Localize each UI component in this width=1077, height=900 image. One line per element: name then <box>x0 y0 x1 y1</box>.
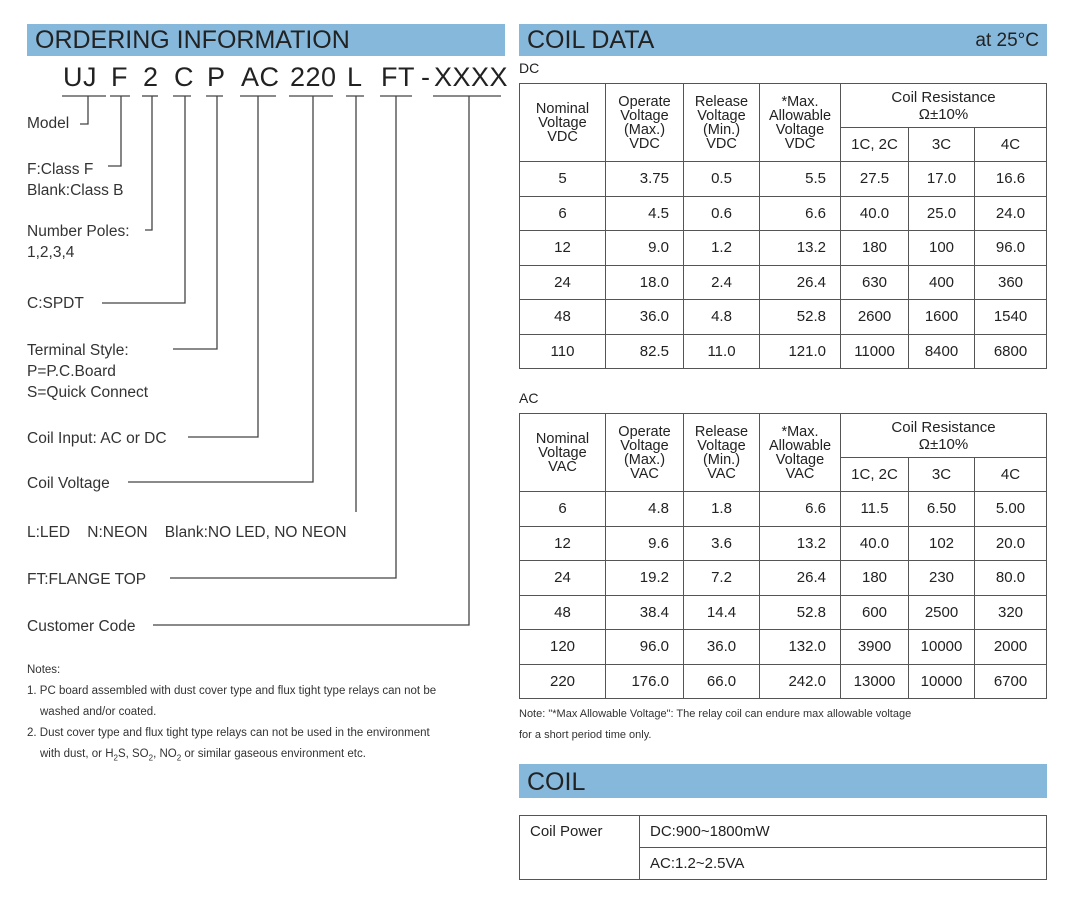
ordering-title: ORDERING INFORMATION <box>35 26 350 54</box>
code-poles: 2 <box>143 62 159 92</box>
dc-table <box>519 83 1047 369</box>
dc-header-release: Release Voltage (Min.) VDC <box>684 84 760 162</box>
ac-cell: 2500 <box>909 595 975 630</box>
dc-cell: 48 <box>520 300 606 335</box>
label-class-f: F:Class F <box>27 161 94 178</box>
ac-row <box>520 595 1047 630</box>
dc-cell: 400 <box>909 265 975 300</box>
dc-cell: 8400 <box>909 334 975 369</box>
ac-cell: 24 <box>520 561 606 596</box>
dc-cell: 630 <box>841 265 909 300</box>
dc-cell: 1.2 <box>684 231 760 266</box>
ac-label: AC <box>519 390 539 406</box>
ac-cell: 102 <box>909 526 975 561</box>
ac-cell: 19.2 <box>606 561 684 596</box>
ac-cell: 230 <box>909 561 975 596</box>
label-customer: Customer Code <box>27 618 136 635</box>
coil-data-note-2: for a short period time only. <box>519 729 652 741</box>
note-2-cont: with dust, or $H_2S$, $SO_2$, $NO_2$ or similar gaseous environment etc. <box>40 748 366 763</box>
dc-cell: 16.6 <box>975 162 1047 197</box>
dc-row <box>520 265 1047 300</box>
ac-cell: 600 <box>841 595 909 630</box>
ac-row <box>520 561 1047 596</box>
dc-cell: 110 <box>520 334 606 369</box>
code-class: F <box>111 62 128 92</box>
label-led: L:LED N:NEON Blank:NO LED, NO NEON <box>27 524 347 541</box>
label-terminal-s: S=Quick Connect <box>27 384 149 401</box>
dc-label: DC <box>519 60 540 76</box>
ac-cell: 13.2 <box>760 526 841 561</box>
notes <box>27 660 507 768</box>
dc-cell: 24.0 <box>975 196 1047 231</box>
dc-cell: 26.4 <box>760 265 841 300</box>
dc-cell: 6 <box>520 196 606 231</box>
dc-header-4c: 4C <box>975 128 1047 162</box>
ac-cell: 40.0 <box>841 526 909 561</box>
label-spdt: C:SPDT <box>27 295 84 312</box>
dc-cell: 4.5 <box>606 196 684 231</box>
notes-title: Notes: <box>27 664 61 676</box>
ac-cell: 220 <box>520 664 606 699</box>
dc-header-resistance: Coil Resistance Ω±10% <box>841 84 1047 128</box>
ac-cell: 4.8 <box>606 492 684 527</box>
dc-cell: 18.0 <box>606 265 684 300</box>
dc-cell: 12 <box>520 231 606 266</box>
ac-table <box>519 413 1047 699</box>
coil-data-note-1: Note: "*Max Allowable Voltage": The relay coil can endure max allowable voltage <box>519 708 912 720</box>
code-coil-voltage: 220 <box>290 62 337 92</box>
ac-cell: 3900 <box>841 630 909 665</box>
ac-cell: 26.4 <box>760 561 841 596</box>
ac-cell: 14.4 <box>684 595 760 630</box>
dc-cell: 6.6 <box>760 196 841 231</box>
ac-cell: 6700 <box>975 664 1047 699</box>
dc-cell: 9.0 <box>606 231 684 266</box>
note-2: 2. Dust cover type and flux tight type relays can not be used in the environment <box>27 727 430 739</box>
ac-cell: 10000 <box>909 630 975 665</box>
ac-cell: 66.0 <box>684 664 760 699</box>
coil-power-ac: AC:1.2~2.5VA <box>640 848 1047 880</box>
ac-cell: 1.8 <box>684 492 760 527</box>
ac-cell: 6 <box>520 492 606 527</box>
ac-row <box>520 492 1047 527</box>
coil-power-label: Coil Power <box>520 816 640 880</box>
note-1: 1. PC board assembled with dust cover type and flux tight type relays can not be <box>27 685 437 697</box>
code-flange: FT <box>381 62 415 92</box>
coil-title: COIL <box>527 768 586 796</box>
coil-banner <box>519 764 1047 798</box>
ac-cell: 10000 <box>909 664 975 699</box>
dc-header-3c: 3C <box>909 128 975 162</box>
dc-cell: 1600 <box>909 300 975 335</box>
coil-power-dc: DC:900~1800mW <box>640 816 1047 848</box>
ac-cell: 48 <box>520 595 606 630</box>
ac-cell: 2000 <box>975 630 1047 665</box>
ac-cell: 80.0 <box>975 561 1047 596</box>
ac-cell: 120 <box>520 630 606 665</box>
label-terminal: Terminal Style: <box>27 342 129 359</box>
label-coil-voltage: Coil Voltage <box>27 475 110 492</box>
dc-cell: 100 <box>909 231 975 266</box>
ac-header-1c2c: 1C, 2C <box>841 458 909 492</box>
dc-cell: 40.0 <box>841 196 909 231</box>
ac-header-nominal: Nominal Voltage VAC <box>520 414 606 492</box>
note-1-cont: washed and/or coated. <box>40 706 157 718</box>
dc-cell: 82.5 <box>606 334 684 369</box>
dc-cell: 27.5 <box>841 162 909 197</box>
ac-row <box>520 630 1047 665</box>
ac-cell: 38.4 <box>606 595 684 630</box>
ac-cell: 242.0 <box>760 664 841 699</box>
ac-cell: 20.0 <box>975 526 1047 561</box>
dc-header-nominal: Nominal Voltage VDC <box>520 84 606 162</box>
ac-cell: 9.6 <box>606 526 684 561</box>
coil-data-note <box>519 704 1059 746</box>
dc-cell: 5.5 <box>760 162 841 197</box>
dc-cell: 1540 <box>975 300 1047 335</box>
dc-row <box>520 231 1047 266</box>
code-customer: XXXX <box>434 62 509 92</box>
ac-header-resistance: Coil Resistance Ω±10% <box>841 414 1047 458</box>
label-terminal-p: P=P.C.Board <box>27 363 116 380</box>
ac-header-release: Release Voltage (Min.) VAC <box>684 414 760 492</box>
dc-cell: 360 <box>975 265 1047 300</box>
ac-cell: 12 <box>520 526 606 561</box>
ac-cell: 6.50 <box>909 492 975 527</box>
dc-cell: 0.6 <box>684 196 760 231</box>
label-flange: FT:FLANGE TOP <box>27 571 147 588</box>
label-class-b: Blank:Class B <box>27 182 124 199</box>
dc-header-operate: Operate Voltage (Max.) VDC <box>606 84 684 162</box>
dc-cell: 25.0 <box>909 196 975 231</box>
ac-row <box>520 526 1047 561</box>
dc-cell: 6800 <box>975 334 1047 369</box>
dc-table-body <box>520 162 1047 369</box>
dc-cell: 24 <box>520 265 606 300</box>
label-poles-values: 1,2,3,4 <box>27 244 75 261</box>
ac-cell: 180 <box>841 561 909 596</box>
label-coil-input: Coil Input: AC or DC <box>27 430 167 447</box>
dc-cell: 52.8 <box>760 300 841 335</box>
ac-cell: 7.2 <box>684 561 760 596</box>
ac-cell: 3.6 <box>684 526 760 561</box>
code-led: L <box>347 62 363 92</box>
dc-cell: 0.5 <box>684 162 760 197</box>
ac-row <box>520 664 1047 699</box>
dc-row <box>520 162 1047 197</box>
dc-cell: 11000 <box>841 334 909 369</box>
dc-cell: 121.0 <box>760 334 841 369</box>
ac-cell: 132.0 <box>760 630 841 665</box>
ac-cell: 11.5 <box>841 492 909 527</box>
dc-cell: 17.0 <box>909 162 975 197</box>
code-terminal: P <box>207 62 226 92</box>
dc-cell: 4.8 <box>684 300 760 335</box>
dc-cell: 5 <box>520 162 606 197</box>
coil-power-table <box>519 815 1047 880</box>
ac-cell: 52.8 <box>760 595 841 630</box>
dc-cell: 180 <box>841 231 909 266</box>
ac-cell: 36.0 <box>684 630 760 665</box>
label-poles: Number Poles: <box>27 223 130 240</box>
code-dash: - <box>421 62 431 92</box>
dc-row <box>520 334 1047 369</box>
ac-cell: 13000 <box>841 664 909 699</box>
dc-row <box>520 300 1047 335</box>
ac-cell: 6.6 <box>760 492 841 527</box>
ac-table-body <box>520 492 1047 699</box>
ac-cell: 320 <box>975 595 1047 630</box>
dc-header-max: *Max. Allowable Voltage VDC <box>760 84 841 162</box>
dc-cell: 96.0 <box>975 231 1047 266</box>
dc-header-1c2c: 1C, 2C <box>841 128 909 162</box>
code-spdt: C <box>174 62 194 92</box>
code-coil-input: AC <box>241 62 280 92</box>
ac-cell: 176.0 <box>606 664 684 699</box>
dc-cell: 11.0 <box>684 334 760 369</box>
ac-header-max: *Max. Allowable Voltage VAC <box>760 414 841 492</box>
ac-cell: 5.00 <box>975 492 1047 527</box>
dc-cell: 2600 <box>841 300 909 335</box>
dc-cell: 36.0 <box>606 300 684 335</box>
dc-cell: 2.4 <box>684 265 760 300</box>
ac-header-3c: 3C <box>909 458 975 492</box>
dc-row <box>520 196 1047 231</box>
ac-cell: 96.0 <box>606 630 684 665</box>
coil-data-title: COIL DATA <box>527 26 655 54</box>
label-model: Model <box>27 115 70 132</box>
code-model: UJ <box>63 62 97 92</box>
ac-header-operate: Operate Voltage (Max.) VAC <box>606 414 684 492</box>
ac-header-4c: 4C <box>975 458 1047 492</box>
dc-cell: 13.2 <box>760 231 841 266</box>
coil-data-banner <box>519 24 1047 56</box>
coil-data-temp: at 25°C <box>975 30 1039 51</box>
dc-cell: 3.75 <box>606 162 684 197</box>
